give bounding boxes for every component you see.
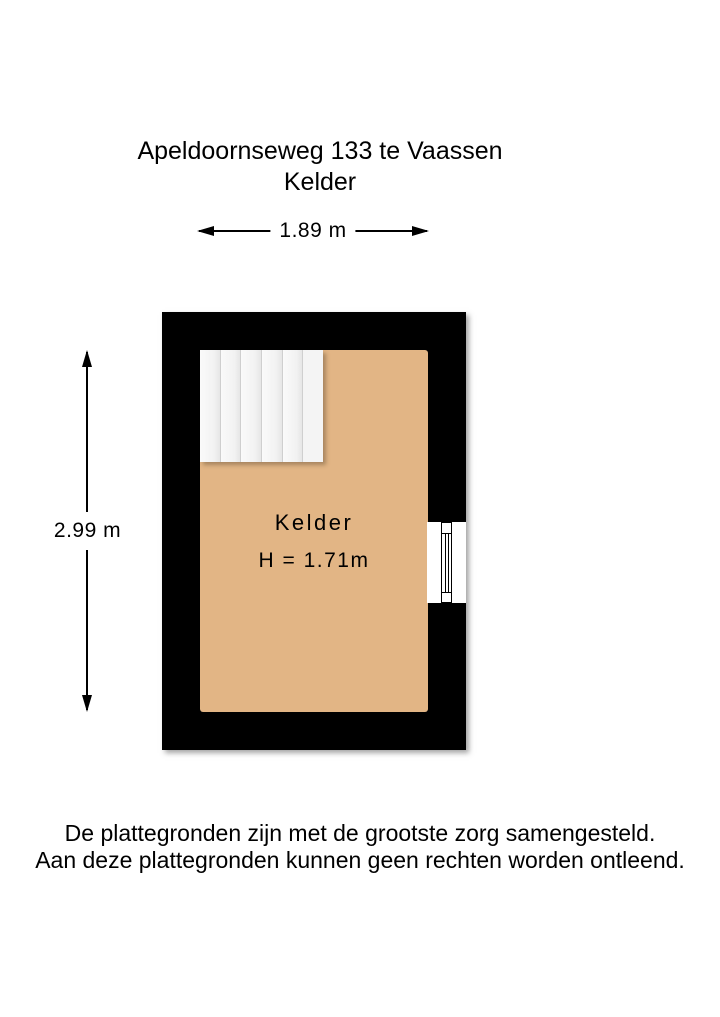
- width-dimension-label: 1.89 m: [270, 219, 355, 243]
- stair-step: [221, 350, 242, 462]
- page-title: [0, 136, 640, 198]
- room-ceiling-height-label: H = 1.71m: [258, 549, 370, 572]
- dimension-arrow-right-icon: [412, 226, 429, 236]
- height-dimension: [53, 350, 122, 712]
- dimension-arrow-left-icon: [197, 226, 214, 236]
- width-dimension: [197, 219, 429, 242]
- title-floor: Kelder: [283, 168, 357, 196]
- floorplan: [162, 312, 466, 750]
- stair-step: [241, 350, 262, 462]
- room-name-label: Kelder: [274, 510, 354, 535]
- stair-step: [262, 350, 283, 462]
- stairs: [200, 350, 323, 462]
- window-icon: [441, 522, 452, 603]
- disclaimer: [0, 820, 720, 874]
- window-frame-bottom: [442, 592, 451, 593]
- title-address: Apeldoornseweg 133 te Vaassen: [137, 137, 503, 165]
- disclaimer-line-1: De plattegronden zijn met de grootste zorg samengesteld.: [64, 820, 656, 846]
- dimension-arrow-up-icon: [82, 350, 92, 367]
- window: [427, 522, 466, 603]
- stair-step: [200, 350, 221, 462]
- height-dimension-label: 2.99 m: [51, 512, 124, 550]
- stair-step: [283, 350, 304, 462]
- dimension-arrow-down-icon: [82, 695, 92, 712]
- window-pane: [445, 533, 449, 593]
- disclaimer-line-2: Aan deze plattegronden kunnen geen rechten worden ontleend.: [35, 847, 685, 873]
- room-kelder: [200, 350, 428, 712]
- stair-step: [303, 350, 323, 462]
